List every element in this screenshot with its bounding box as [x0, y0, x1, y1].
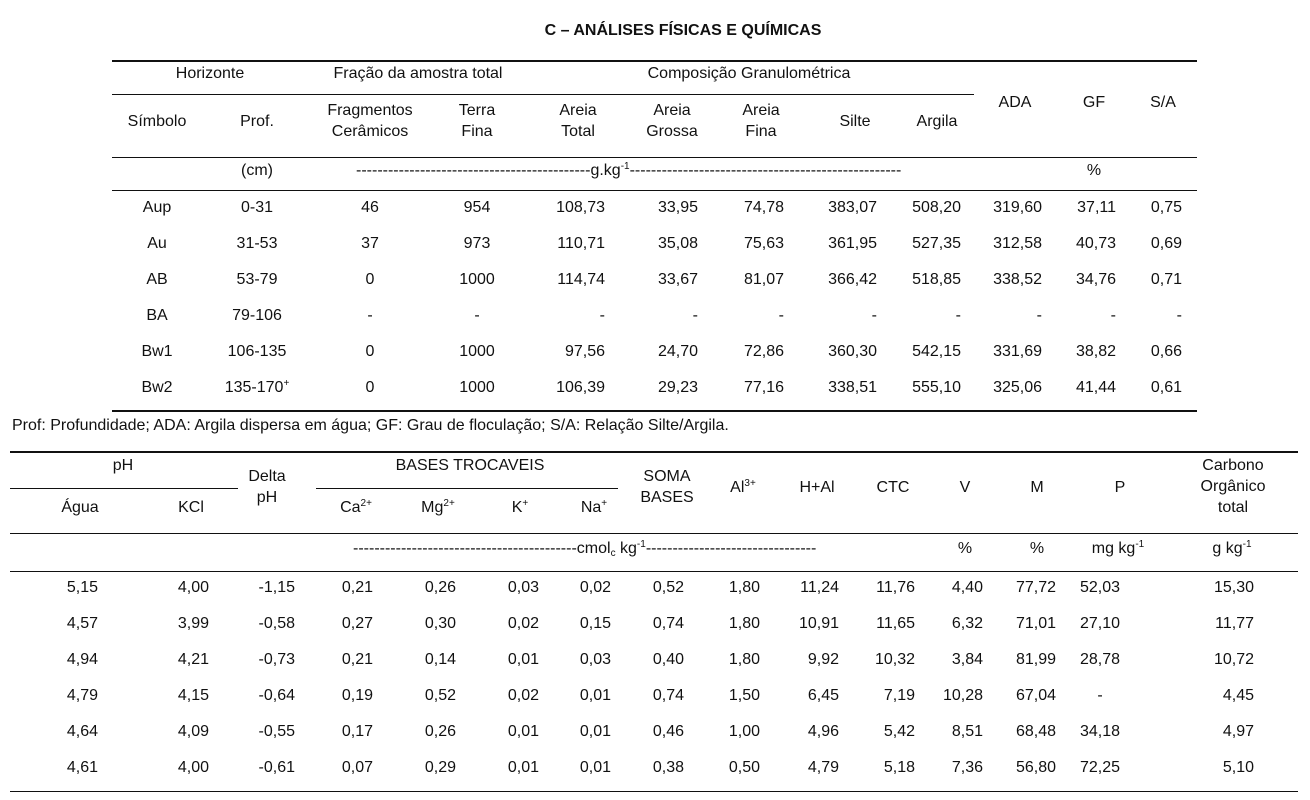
- table2-cell-m: 77,72: [1015, 579, 1056, 596]
- table1-cell-silte: 361,95: [828, 235, 877, 252]
- table2-cell-delta-ph: -0,64: [258, 687, 295, 704]
- table1-cell-terra-fina: 973: [463, 235, 491, 252]
- table2-cell-ctc: 10,32: [874, 651, 915, 668]
- table2-cell-al: 1,50: [728, 687, 760, 704]
- table2-cell-h-al: 11,24: [800, 579, 839, 596]
- table2-cell-kcl: 4,21: [177, 651, 209, 668]
- header-soma-bases: SOMA BASES: [640, 468, 694, 506]
- group-fracao: Fração da amostra total: [333, 65, 503, 82]
- table1-cell-argila: 518,85: [912, 271, 961, 288]
- unit-m-percent: %: [1029, 540, 1045, 557]
- header-terra-fina: Terra Fina: [458, 102, 496, 140]
- table2-cell-mg: 0,26: [424, 579, 456, 596]
- table1-cell-terra-fina: 1000: [459, 379, 495, 396]
- table2-cell-h-al: 6,45: [807, 687, 839, 704]
- table2-cell-delta-ph: -1,15: [258, 579, 295, 596]
- table2-bottom-rule: [10, 791, 1298, 792]
- table1-cell-ada: 312,58: [993, 235, 1042, 252]
- table1-cell-areia-fina: 72,86: [743, 343, 784, 360]
- table2-cell-ca: 0,17: [341, 723, 373, 740]
- table1-cell-sa: 0,61: [1150, 379, 1182, 396]
- table1-cell-prof: 106-135: [227, 343, 287, 360]
- table1-cell-terra-fina: 954: [463, 199, 491, 216]
- table2-cell-p: 28,78: [1079, 651, 1120, 668]
- table2-cell-carbono: 10,72: [1213, 651, 1254, 668]
- table2-cell-al: 1,80: [728, 651, 760, 668]
- table1-cell-areia-grossa: 24,70: [657, 343, 698, 360]
- table2-cell-k: 0,03: [507, 579, 539, 596]
- unit-v-percent: %: [957, 540, 973, 557]
- table1-cell-areia-fina: 75,63: [743, 235, 784, 252]
- unit-cmol: ------------------------------------------cmol$_c$ $kg^{-1}--------------------------------$: [353, 539, 817, 559]
- table2-cell-kcl: 4,00: [177, 579, 209, 596]
- table2-cell-na: 0,01: [579, 723, 611, 740]
- table2-cell-ctc: 11,65: [876, 615, 915, 632]
- table2-cell-h-al: 4,96: [807, 723, 839, 740]
- table1-top-rule: [112, 60, 1197, 62]
- table1-cell-fragmentos: 0: [365, 271, 375, 288]
- table2-cell-p: 34,18: [1079, 723, 1120, 740]
- unit-carbono: g $kg^{-1}$: [1212, 539, 1252, 557]
- table2-cell-soma-bases: 0,52: [652, 579, 684, 596]
- table1-cell-silte: 360,30: [828, 343, 877, 360]
- table1-cell-silte: -: [871, 307, 877, 324]
- header-na: Na+: [580, 498, 608, 516]
- header-silte: Silte: [839, 113, 871, 130]
- header-bases-trocaveis: BASES TROCAVEIS: [395, 457, 545, 474]
- table1-cell-gf: -: [1110, 307, 1116, 324]
- table2-cell-soma-bases: 0,74: [652, 687, 684, 704]
- table1-cell-ada: 331,69: [993, 343, 1042, 360]
- table2-cell-delta-ph: -0,61: [258, 759, 295, 776]
- table1-cell-prof: 31-53: [236, 235, 278, 252]
- table2-cell-carbono: 15,30: [1213, 579, 1254, 596]
- table2-cell-v: 3,84: [951, 651, 983, 668]
- table2-cell-k: 0,02: [507, 687, 539, 704]
- table1-cell-prof: 0-31: [240, 199, 274, 216]
- table2-cell-p: -: [1097, 687, 1103, 704]
- table2-cell-agua: 5,15: [66, 579, 98, 596]
- header-ph: pH: [112, 457, 134, 474]
- table2-cell-na: 0,03: [579, 651, 611, 668]
- table2-cell-al: 0,50: [728, 759, 760, 776]
- table2-header-rule: [10, 533, 1298, 534]
- table2-cell-mg: 0,14: [424, 651, 456, 668]
- table1-cell-terra-fina: -: [474, 307, 480, 324]
- table1-cell-areia-grossa: 33,67: [657, 271, 698, 288]
- table2-cell-ca: 0,21: [341, 579, 373, 596]
- header-sa: S/A: [1150, 94, 1176, 111]
- table2-cell-al: 1,80: [728, 579, 760, 596]
- table2-cell-soma-bases: 0,74: [652, 615, 684, 632]
- table1-cell-sa: 0,75: [1150, 199, 1182, 216]
- header-p: P: [1114, 479, 1126, 496]
- table1-cell-areia-total: 110,71: [557, 235, 605, 252]
- table1-cell-areia-grossa: 29,23: [657, 379, 698, 396]
- table2-cell-m: 71,01: [1015, 615, 1056, 632]
- table1-cell-areia-total: 114,74: [557, 271, 605, 288]
- table1-cell-areia-total: 97,56: [564, 343, 605, 360]
- header-simbolo: Símbolo: [127, 113, 187, 130]
- group-horizonte: Horizonte: [175, 65, 245, 82]
- table2-cell-agua: 4,61: [66, 759, 98, 776]
- table2-cell-k: 0,01: [507, 723, 539, 740]
- table2-cell-ctc: 5,18: [883, 759, 915, 776]
- header-gf: GF: [1082, 94, 1106, 111]
- table2-cell-agua: 4,94: [66, 651, 98, 668]
- table2-cell-kcl: 4,09: [177, 723, 209, 740]
- table1-cell-gf: 40,73: [1075, 235, 1116, 252]
- table1-cell-terra-fina: 1000: [459, 271, 495, 288]
- table1-cell-sa: 0,69: [1150, 235, 1182, 252]
- table1-cell-prof: 135-170+: [224, 378, 290, 396]
- table1-cell-fragmentos: 46: [361, 199, 379, 216]
- header-fragmentos: Fragmentos Cerâmicos: [327, 102, 413, 140]
- table1-bottom-rule: [112, 410, 1197, 412]
- table1-cell-gf: 38,82: [1075, 343, 1116, 360]
- header-areia-fina: Areia Fina: [742, 102, 780, 140]
- table2-cell-v: 4,40: [951, 579, 983, 596]
- unit-p: mg $kg^{-1}$: [1091, 539, 1145, 557]
- table1-cell-sa: -: [1176, 307, 1182, 324]
- table2-ph-rule: [10, 488, 238, 489]
- table1-cell-areia-total: 108,73: [556, 199, 605, 216]
- table2-cell-m: 67,04: [1015, 687, 1056, 704]
- header-kcl: KCl: [178, 499, 204, 516]
- table2-cell-na: 0,01: [579, 759, 611, 776]
- table1-cell-gf: 34,76: [1075, 271, 1116, 288]
- table1-cell-areia-grossa: -: [692, 307, 698, 324]
- table1-cell-simbolo: Au: [147, 235, 167, 252]
- table2-cell-mg: 0,29: [424, 759, 456, 776]
- header-mg: $Mg^{2+}$: [421, 498, 455, 516]
- table1-cell-argila: -: [955, 307, 961, 324]
- table1-cell-terra-fina: 1000: [459, 343, 495, 360]
- table2-cell-v: 7,36: [951, 759, 983, 776]
- table1-cell-silte: 338,51: [828, 379, 877, 396]
- table2-cell-agua: 4,57: [66, 615, 98, 632]
- table1-cell-argila: 508,20: [912, 199, 961, 216]
- table2-cell-agua: 4,79: [66, 687, 98, 704]
- page-title: C – ANÁLISES FÍSICAS E QUÍMICAS: [544, 22, 822, 39]
- table2-cell-p: 27,10: [1079, 615, 1120, 632]
- table1-cell-fragmentos: 0: [365, 379, 375, 396]
- table2-cell-carbono: 5,10: [1222, 759, 1254, 776]
- table1-cell-fragmentos: 37: [361, 235, 379, 252]
- table1-cell-simbolo: AB: [146, 271, 168, 288]
- table2-cell-kcl: 4,15: [177, 687, 209, 704]
- table1-cell-fragmentos: 0: [365, 343, 375, 360]
- table2-cell-v: 8,51: [951, 723, 983, 740]
- table2-cell-soma-bases: 0,40: [652, 651, 684, 668]
- header-delta-ph: Delta pH: [248, 468, 286, 506]
- table1-cell-argila: 555,10: [912, 379, 961, 396]
- unit-cm: (cm): [241, 162, 273, 179]
- header-ada: ADA: [998, 94, 1032, 111]
- table2-cell-al: 1,00: [728, 723, 760, 740]
- header-argila: Argila: [916, 113, 958, 130]
- table1-cell-ada: 319,60: [993, 199, 1042, 216]
- table2-cell-na: 0,02: [579, 579, 611, 596]
- table2-cell-ca: 0,21: [341, 651, 373, 668]
- table2-cell-k: 0,01: [507, 759, 539, 776]
- table1-cell-sa: 0,71: [1150, 271, 1182, 288]
- table2-cell-carbono: 4,97: [1222, 723, 1254, 740]
- table1-cell-ada: -: [1036, 307, 1042, 324]
- table1-unit-rule: [112, 190, 1197, 191]
- table1-cell-areia-total: 106,39: [556, 379, 605, 396]
- table2-cell-m: 56,80: [1015, 759, 1056, 776]
- table2-cell-delta-ph: -0,73: [258, 651, 295, 668]
- table1-cell-fragmentos: -: [367, 307, 373, 324]
- table2-cell-v: 10,28: [942, 687, 983, 704]
- table2-cell-k: 0,01: [507, 651, 539, 668]
- table2-cell-ca: 0,07: [341, 759, 373, 776]
- table2-cell-na: 0,15: [579, 615, 611, 632]
- header-al: $Al^{3+}$: [730, 478, 756, 496]
- header-prof: Prof.: [240, 113, 274, 130]
- table1-cell-areia-grossa: 35,08: [657, 235, 698, 252]
- table2-cell-mg: 0,26: [424, 723, 456, 740]
- table1-cell-gf: 37,11: [1077, 199, 1116, 216]
- header-k: K+: [511, 498, 529, 516]
- table2-cell-carbono: 11,77: [1215, 615, 1254, 632]
- table1-cell-simbolo: BA: [146, 307, 168, 324]
- table2-cell-m: 68,48: [1015, 723, 1056, 740]
- table2-cell-ctc: 7,19: [883, 687, 915, 704]
- table1-cell-areia-fina: 74,78: [743, 199, 784, 216]
- header-h-al: H+Al: [799, 479, 835, 496]
- header-m: M: [1030, 479, 1044, 496]
- table2-cell-p: 52,03: [1079, 579, 1120, 596]
- table2-cell-v: 6,32: [951, 615, 983, 632]
- table1-cell-simbolo: Bw2: [141, 379, 173, 396]
- table1-cell-areia-total: -: [599, 307, 605, 324]
- table2-cell-kcl: 3,99: [177, 615, 209, 632]
- table2-cell-ctc: 5,42: [883, 723, 915, 740]
- group-composicao: Composição Granulométrica: [647, 65, 851, 82]
- table1-cell-areia-fina: 77,16: [743, 379, 784, 396]
- table2-cell-soma-bases: 0,38: [652, 759, 684, 776]
- table2-cell-na: 0,01: [579, 687, 611, 704]
- table2-cell-delta-ph: -0,55: [258, 723, 295, 740]
- header-v: V: [959, 479, 971, 496]
- table1-group-rule: [112, 94, 974, 95]
- table1-cell-sa: 0,66: [1150, 343, 1182, 360]
- table1-cell-areia-fina: 81,07: [743, 271, 784, 288]
- unit-gkg: $--------------------------------------------g.kg^{-1}---------------------------------------------------$: [356, 161, 902, 179]
- table2-bases-rule: [316, 488, 618, 489]
- table2-cell-k: 0,02: [507, 615, 539, 632]
- header-areia-total: Areia Total: [559, 102, 597, 140]
- table1-cell-prof: 79-106: [232, 307, 282, 324]
- header-areia-grossa: Areia Grossa: [646, 102, 698, 140]
- table1-header-rule: [112, 157, 1197, 158]
- table2-cell-mg: 0,30: [424, 615, 456, 632]
- table2-cell-carbono: 4,45: [1222, 687, 1254, 704]
- table1-cell-ada: 325,06: [993, 379, 1042, 396]
- table2-cell-ca: 0,19: [341, 687, 373, 704]
- table1-cell-argila: 527,35: [912, 235, 961, 252]
- table2-cell-h-al: 10,91: [798, 615, 839, 632]
- table1-cell-areia-grossa: 33,95: [657, 199, 698, 216]
- table2-cell-agua: 4,64: [66, 723, 98, 740]
- table2-unit-rule: [10, 571, 1298, 572]
- table2-cell-h-al: 9,92: [807, 651, 839, 668]
- table1-cell-silte: 383,07: [828, 199, 877, 216]
- header-agua: Água: [61, 499, 99, 516]
- table1-cell-silte: 366,42: [828, 271, 877, 288]
- table1-cell-gf: 41,44: [1075, 379, 1116, 396]
- table1-footnote: Prof: Profundidade; ADA: Argila dispersa em água; GF: Grau de floculação; S/A: Relação Silte/Argila.: [12, 417, 729, 434]
- header-ctc: CTC: [876, 479, 910, 496]
- header-ca: $Ca^{2+}$: [340, 498, 372, 516]
- header-carbono-organico: Carbono Orgânico total: [1200, 457, 1266, 516]
- table1-cell-argila: 542,15: [912, 343, 961, 360]
- table2-cell-al: 1,80: [728, 615, 760, 632]
- table1-cell-prof: 53-79: [236, 271, 278, 288]
- table2-cell-soma-bases: 0,46: [652, 723, 684, 740]
- table1-cell-areia-fina: -: [778, 307, 784, 324]
- table2-cell-ca: 0,27: [341, 615, 373, 632]
- table2-cell-m: 81,99: [1015, 651, 1056, 668]
- table2-cell-p: 72,25: [1079, 759, 1120, 776]
- unit-percent: %: [1086, 162, 1102, 179]
- table2-cell-kcl: 4,00: [177, 759, 209, 776]
- table2-top-rule: [10, 451, 1298, 453]
- table1-cell-ada: 338,52: [993, 271, 1042, 288]
- table1-cell-simbolo: Aup: [142, 199, 172, 216]
- table2-cell-delta-ph: -0,58: [258, 615, 295, 632]
- table2-cell-ctc: 11,76: [876, 579, 915, 596]
- table1-cell-simbolo: Bw1: [141, 343, 173, 360]
- table2-cell-h-al: 4,79: [807, 759, 839, 776]
- table2-cell-mg: 0,52: [424, 687, 456, 704]
